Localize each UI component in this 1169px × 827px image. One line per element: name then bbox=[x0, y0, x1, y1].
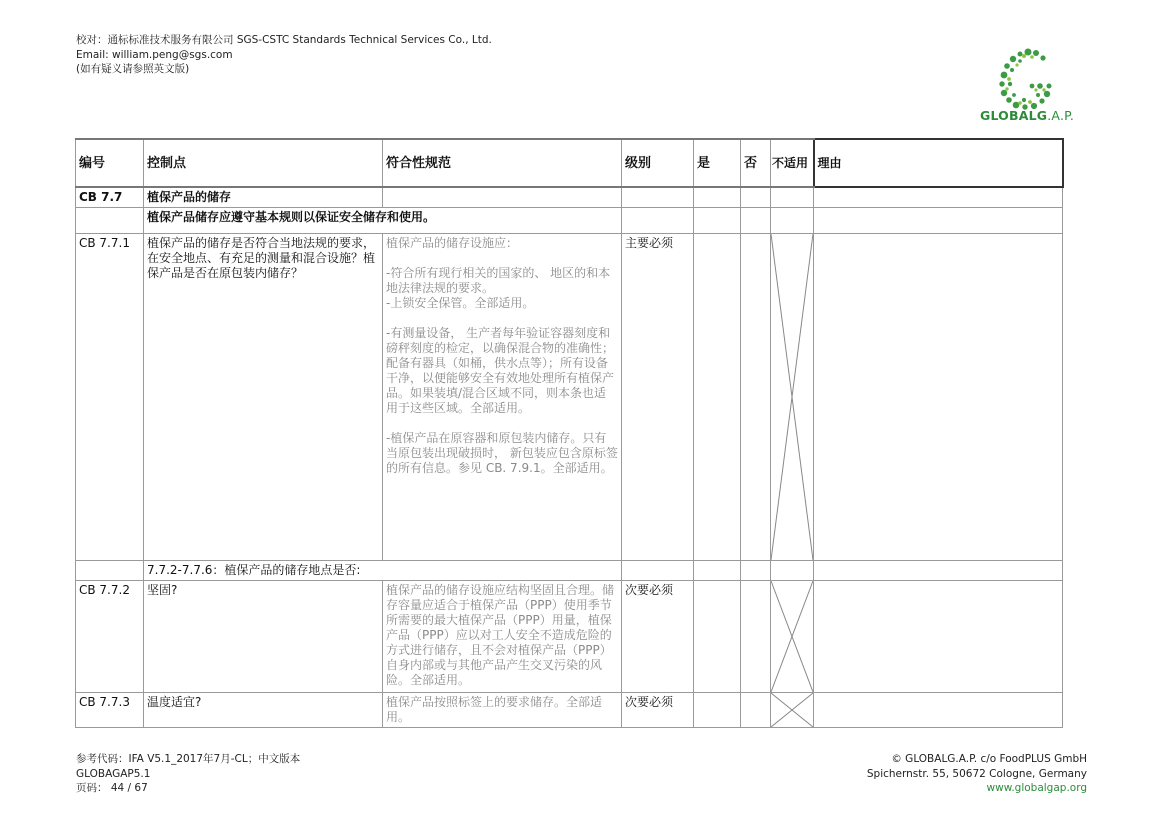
page-number: 页码： 44 / 67 bbox=[76, 782, 148, 794]
website-link[interactable]: www.globalgap.org bbox=[986, 782, 1087, 794]
table-row bbox=[76, 693, 1063, 728]
level-text: 次要必须 bbox=[622, 693, 694, 728]
col-header-yes: 是 bbox=[694, 139, 741, 187]
col-header-number: 编号 bbox=[76, 139, 144, 187]
subheading-text: 7.7.2-7.7.6：植保产品的储存地点是否: bbox=[144, 561, 622, 581]
level-text: 主要必须 bbox=[622, 234, 694, 561]
table-row bbox=[76, 581, 1063, 693]
address-line: Spichernstr. 55, 50672 Cologne, Germany bbox=[866, 767, 1087, 780]
footer-right bbox=[867, 752, 1087, 796]
reason-cell[interactable] bbox=[814, 693, 1063, 728]
control-point-text: 温度适宜? bbox=[144, 693, 383, 728]
section-intro-row bbox=[76, 208, 1063, 234]
reason-cell[interactable] bbox=[814, 234, 1063, 561]
cross-mark-icon bbox=[771, 581, 813, 692]
document-header bbox=[76, 33, 492, 77]
reference-code: 参考代码：IFA V5.1_2017年7月-CL；中文版本 bbox=[76, 753, 301, 765]
no-cell[interactable] bbox=[741, 234, 771, 561]
col-header-compliance: 符合性规范 bbox=[383, 139, 622, 187]
proofreader-line: 校对：通标标准技术服务有限公司 SGS-CSTC Standards Technical Services Co., Ltd. bbox=[76, 34, 492, 46]
checklist-table bbox=[75, 138, 1064, 728]
no-cell[interactable] bbox=[741, 693, 771, 728]
table-row bbox=[76, 234, 1063, 561]
email-line: Email: william.peng@sgs.com bbox=[76, 48, 233, 61]
logo-wordmark: GLOBALG.A.P. bbox=[980, 108, 1075, 123]
col-header-control-point: 控制点 bbox=[144, 139, 383, 187]
no-cell[interactable] bbox=[741, 581, 771, 693]
col-header-no: 否 bbox=[741, 139, 771, 187]
yes-cell[interactable] bbox=[694, 234, 741, 561]
copyright-line: © GLOBALG.A.P. c/o FoodPLUS GmbH bbox=[891, 753, 1087, 765]
row-number: CB 7.7.3 bbox=[76, 693, 144, 728]
cross-mark-icon bbox=[771, 234, 813, 560]
compliance-criteria: 植保产品的储存设施应结构坚固且合理。储存容量应适合于植保产品（PPP）使用季节所需要的最大植保产品（PPP）用量，植保产品（PPP）应以对工人安全不造成危险的方式进行储存，且不会对植保产品（PPP）自身内部或与其他产品产生交叉污染的风险。全部适用。 bbox=[383, 581, 622, 693]
yes-cell[interactable] bbox=[694, 693, 741, 728]
section-intro: 植保产品储存应遵守基本规则以保证安全储存和使用。 bbox=[144, 208, 622, 234]
yes-cell[interactable] bbox=[694, 581, 741, 693]
table-header-row bbox=[76, 139, 1063, 187]
document-id: GLOBAGAP5.1 bbox=[76, 767, 151, 780]
col-header-na: 不适用 bbox=[771, 139, 814, 187]
section-number: CB 7.7 bbox=[76, 187, 144, 208]
col-header-reason: 理由 bbox=[814, 139, 1063, 187]
row-number: CB 7.7.2 bbox=[76, 581, 144, 693]
section-row bbox=[76, 187, 1063, 208]
cross-mark-icon bbox=[771, 693, 813, 727]
na-crossed-cell bbox=[771, 581, 814, 693]
compliance-criteria: 植保产品按照标签上的要求储存。全部适用。 bbox=[383, 693, 622, 728]
control-point-text: 植保产品的储存是否符合当地法规的要求，在安全地点、有充足的测量和混合设施？植保产品是否在原包装内储存？ bbox=[144, 234, 383, 561]
disclaimer-line: (如有疑义请参照英文版) bbox=[76, 63, 190, 75]
row-number: CB 7.7.1 bbox=[76, 234, 144, 561]
control-point-text: 坚固? bbox=[144, 581, 383, 693]
na-crossed-cell bbox=[771, 693, 814, 728]
footer-left bbox=[76, 752, 300, 796]
col-header-level: 级别 bbox=[622, 139, 694, 187]
section-title: 植保产品的储存 bbox=[144, 187, 383, 208]
subheading-row bbox=[76, 561, 1063, 581]
reason-cell[interactable] bbox=[814, 581, 1063, 693]
compliance-criteria: 植保产品的储存设施应： -符合所有现行相关的国家的、 地区的和本地法律法规的要求。 -上锁安全保管。全部适用。 -有测量设备， 生产者每年验证容器刻度和磅秤刻度的检定，以确保混合物的准确性；配备有器具（如桶，供水点等）；所有设备干净，以便能够安全有效地处理所有植保产品。如果装填/混合区域不同，则本条也适用于这些区域。全部适用。 -植保产品在原容器和原包装内储存。只有当原包装出现破损时， 新包装应包含原标签的所有信息。参见 CB. 7.9.1。全部适用。 bbox=[383, 234, 622, 561]
na-crossed-cell bbox=[771, 234, 814, 561]
level-text: 次要必须 bbox=[622, 581, 694, 693]
